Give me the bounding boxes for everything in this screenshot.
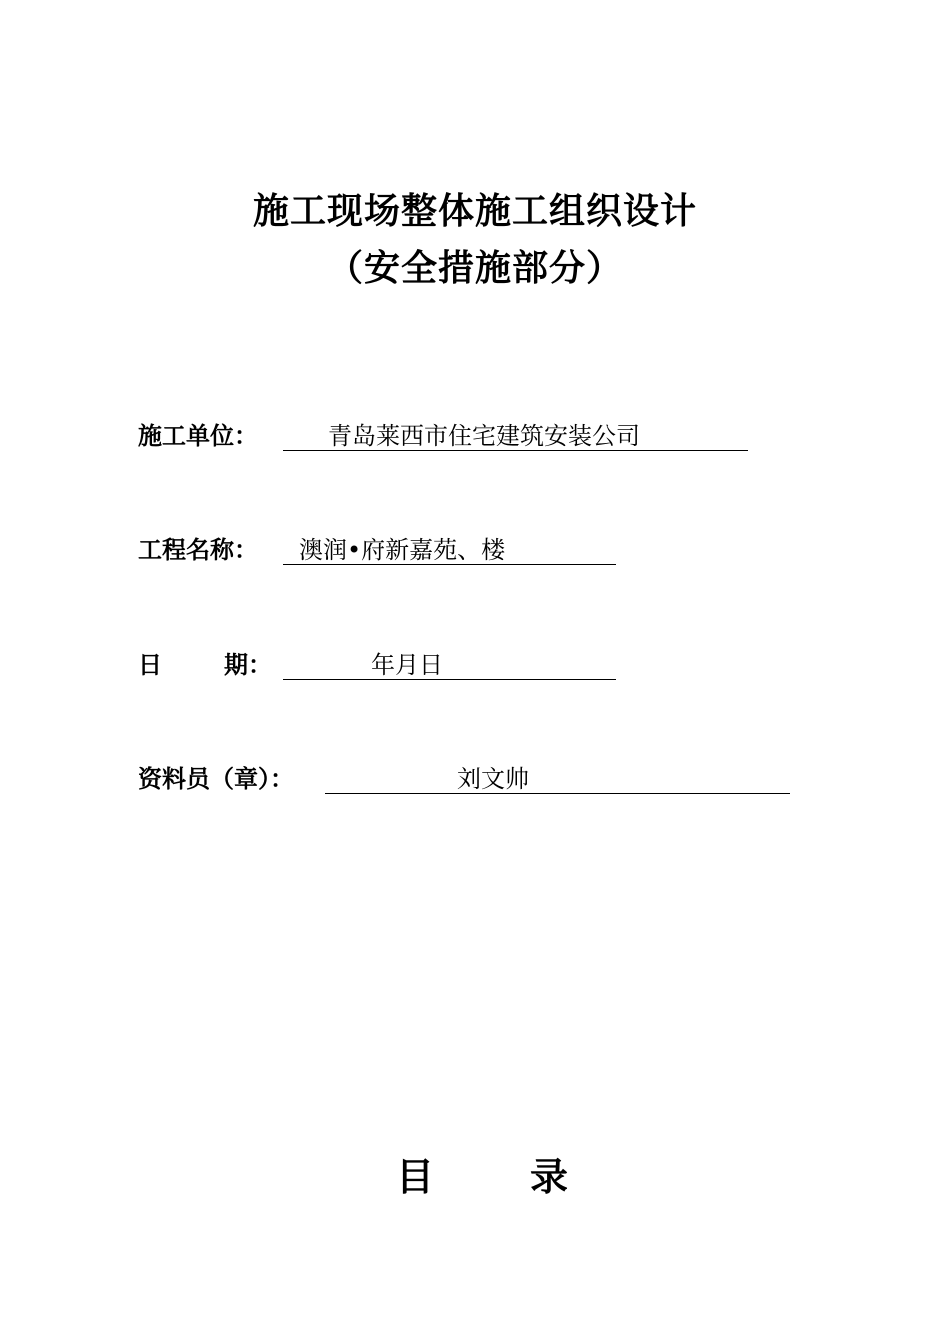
date-underline bbox=[283, 650, 616, 680]
document-title: 施工现场整体施工组织设计 bbox=[252, 191, 697, 232]
date-label-second: 期： bbox=[224, 651, 272, 679]
archivist-underline bbox=[325, 764, 790, 794]
archivist-value: 刘文帅 bbox=[457, 765, 529, 793]
toc-heading-char-1: 目 bbox=[396, 1155, 435, 1199]
archivist-label: 资料员（章）： bbox=[138, 765, 294, 793]
construction-unit-value: 青岛莱西市住宅建筑安装公司 bbox=[328, 422, 640, 450]
construction-unit-label: 施工单位： bbox=[138, 422, 258, 450]
document-subtitle: （安全措施部分） bbox=[326, 248, 623, 289]
project-name-value: 澳润•府新嘉苑、楼 bbox=[299, 536, 506, 564]
toc-heading-char-2: 录 bbox=[530, 1155, 569, 1199]
date-label-first: 日 bbox=[138, 651, 162, 679]
project-name-label: 工程名称： bbox=[138, 536, 258, 564]
date-value: 年月日 bbox=[371, 651, 443, 679]
